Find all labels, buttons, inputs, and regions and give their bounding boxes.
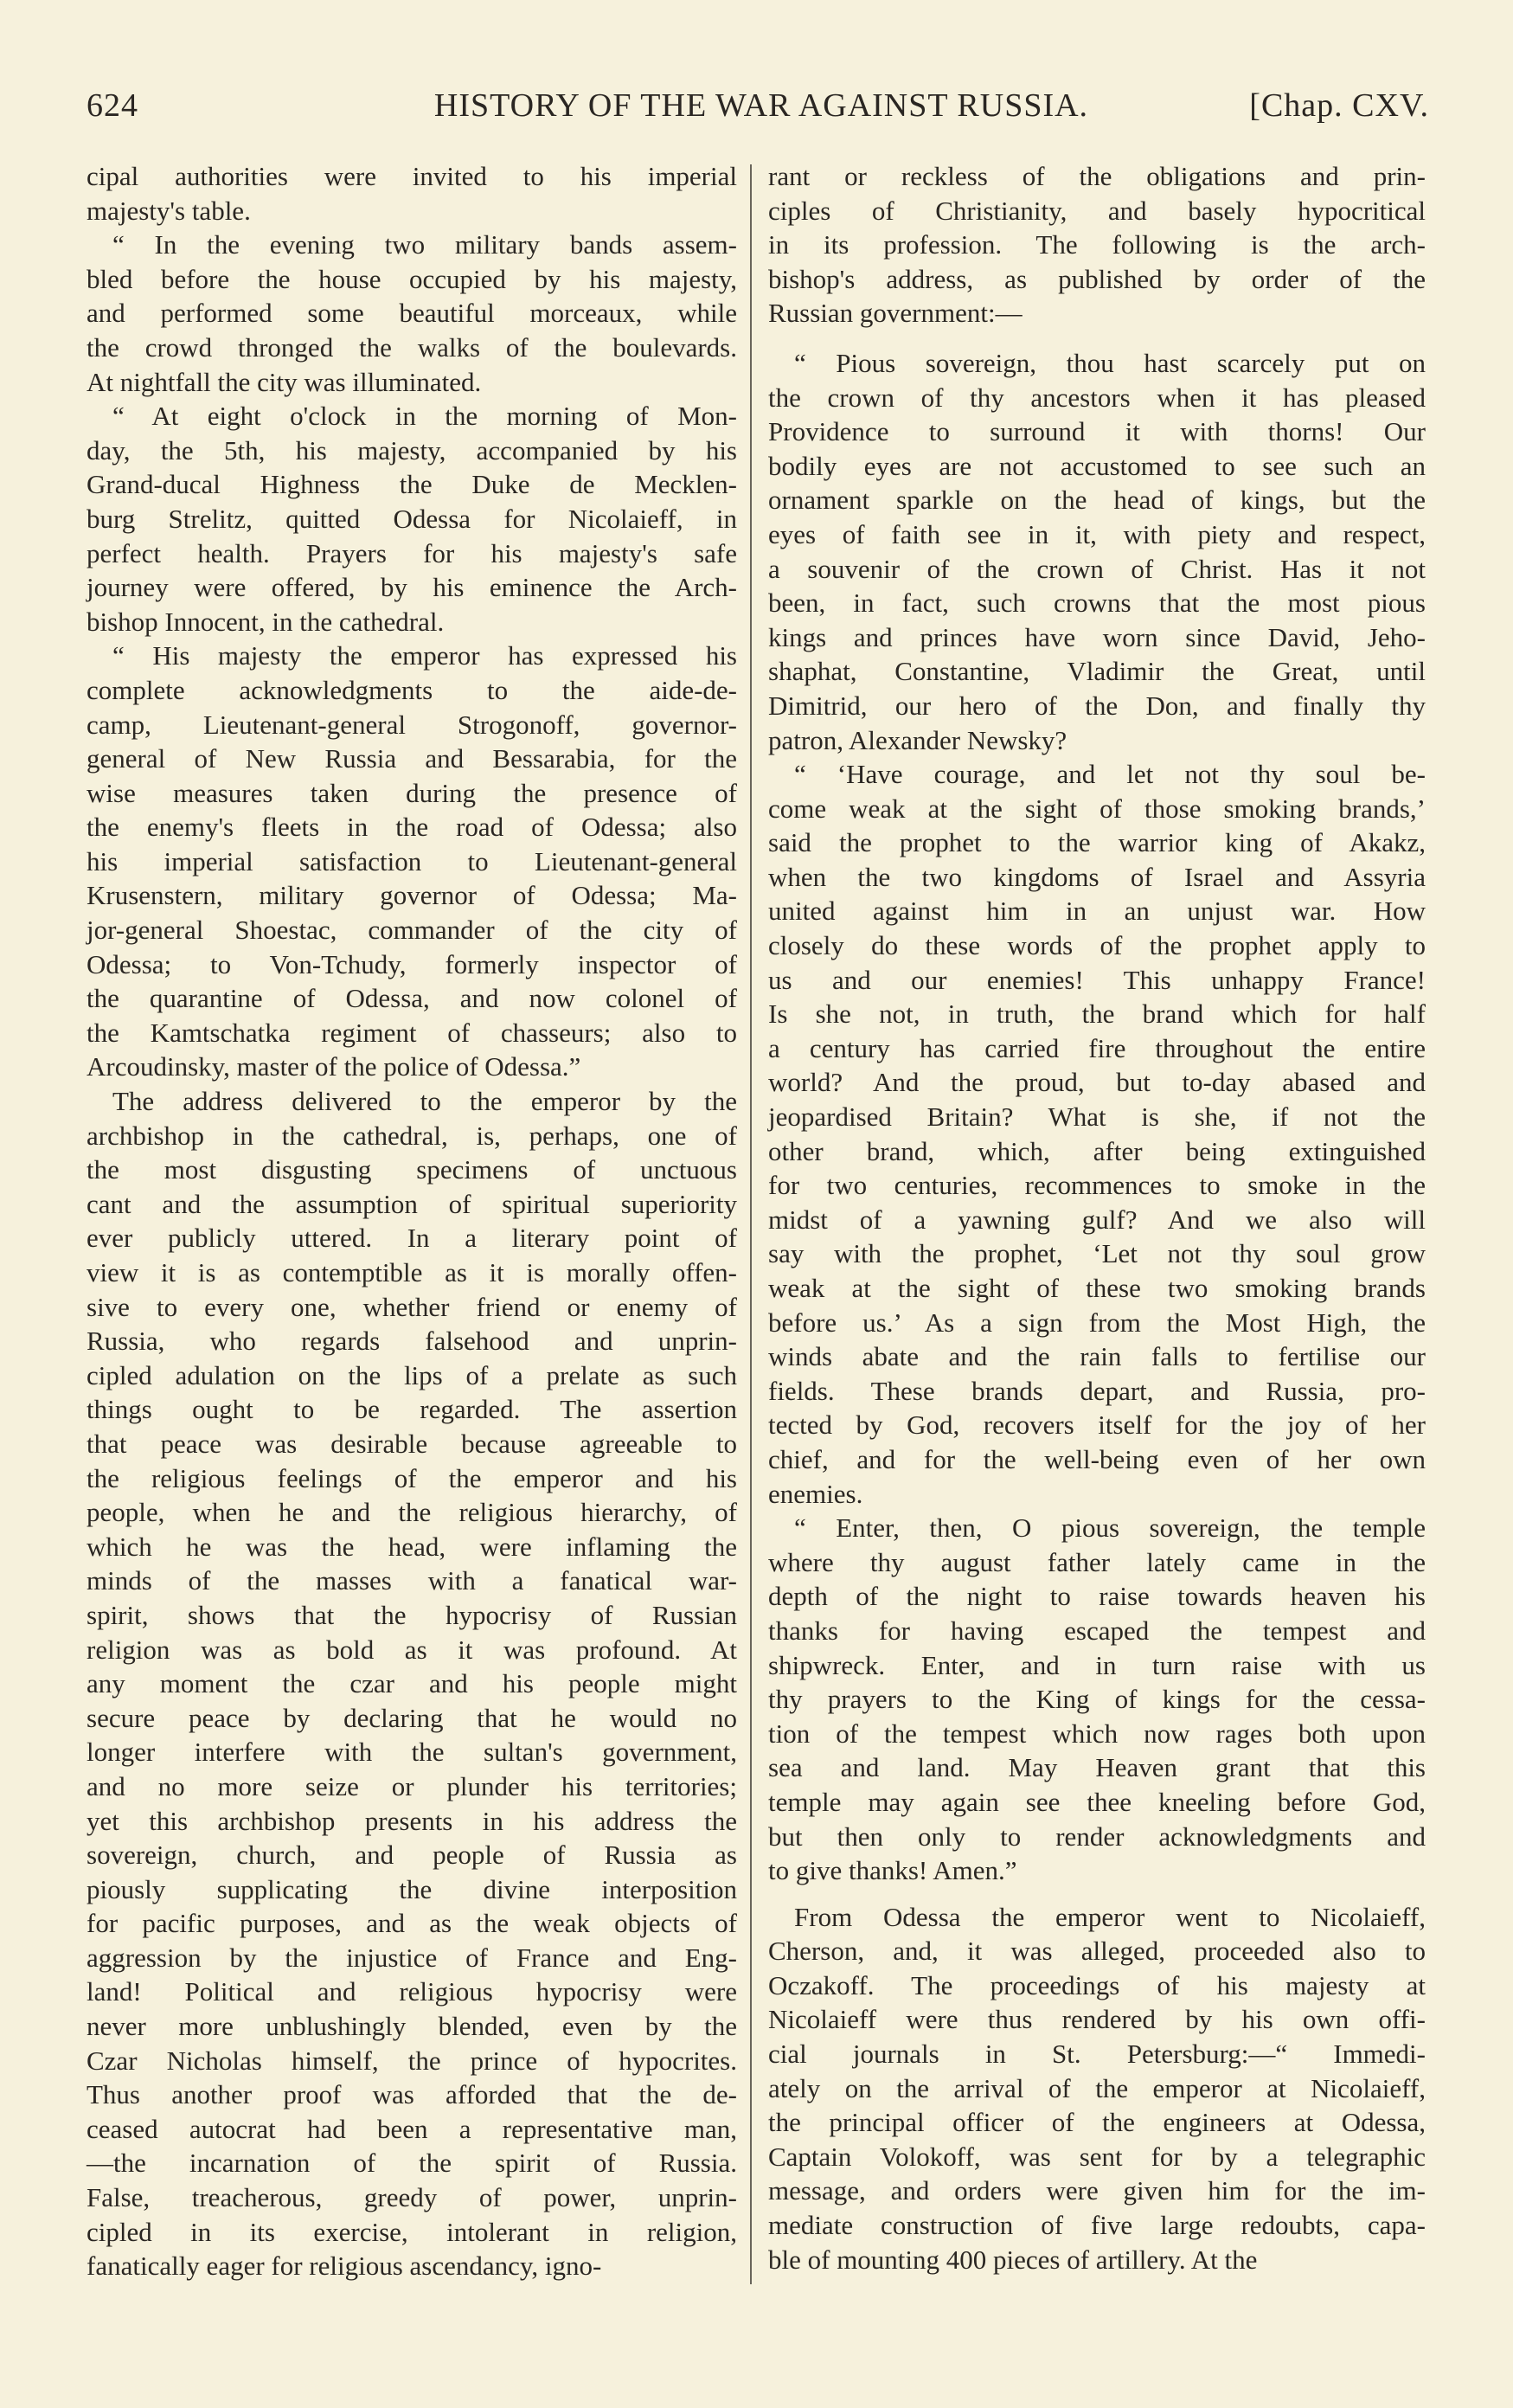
text-line: cial journals in St. Petersburg:—“ Immedi- (768, 2039, 1426, 2070)
text-line: midst of a yawning gulf? And we also will (768, 1204, 1426, 1235)
text-line: things ought to be regarded. The assertion (87, 1394, 737, 1425)
text-line: patron, Alexander Newsky? (768, 724, 1067, 755)
text-line: wise measures taken during the presence of (87, 777, 737, 808)
text-line: been, in fact, such crowns that the most pious (768, 588, 1426, 619)
text-line: to give thanks! Amen.” (768, 1855, 1017, 1886)
text-line: tion of the tempest which now rages both upon (768, 1718, 1426, 1749)
text-line: Providence to surround it with thorns! Our (768, 416, 1426, 447)
text-line: sive to every one, whether friend or enemy of (87, 1291, 737, 1322)
text-line: thanks for having escaped the tempest and (768, 1615, 1426, 1646)
text-line: shipwreck. Enter, and in turn raise with us (768, 1649, 1426, 1680)
text-line: piously supplicating the divine interposition (87, 1873, 737, 1904)
text-line: Arcoudinsky, master of the police of Odessa.” (87, 1051, 581, 1082)
text-line: bodily eyes are not accustomed to see such an (768, 450, 1426, 481)
text-line: cant and the assumption of spiritual superiority (87, 1188, 737, 1219)
text-line: before us.’ As a sign from the Most High, the (768, 1307, 1426, 1338)
text-line: aggression by the injustice of France and Eng- (87, 1942, 737, 1973)
text-line: say with the prophet, ‘Let not thy soul grow (768, 1238, 1426, 1269)
text-line: world? And the proud, but to-day abased and (768, 1067, 1426, 1098)
text-line: sea and land. May Heaven grant that this (768, 1752, 1426, 1783)
text-line: majesty's table. (87, 195, 251, 226)
text-line: temple may again see thee kneeling before God, (768, 1786, 1426, 1817)
text-line: closely do these words of the prophet apply to (768, 930, 1426, 961)
text-line: jeopardised Britain? What is she, if not the (768, 1101, 1426, 1133)
text-line: the most disgusting specimens of unctuous (87, 1154, 737, 1185)
text-line: Captain Volokoff, was sent for by a telegraphic (768, 2141, 1426, 2172)
text-line: fanatically eager for religious ascendancy, igno- (87, 2251, 602, 2282)
text-line: burg Strelitz, quitted Odessa for Nicolaieff, in (87, 503, 737, 534)
text-line: weak at the sight of these two smoking brands (768, 1273, 1426, 1303)
text-line: view it is as contemptible as it is morally offen- (87, 1257, 737, 1287)
right-column (768, 159, 1426, 2276)
text-line: Russia, who regards falsehood and unprin- (87, 1326, 737, 1357)
text-line: mediate construction of five large redoubts, capa- (768, 2210, 1426, 2241)
text-line: which he was the head, were inflaming the (87, 1531, 737, 1562)
text-line: Odessa; to Von-Tchudy, formerly inspector of (87, 948, 737, 979)
text-line: message, and orders were given him for the im- (768, 2175, 1426, 2206)
text-line: camp, Lieutenant-general Strogonoff, governor- (87, 709, 737, 740)
text-line: the enemy's fleets in the road of Odessa; also (87, 812, 737, 843)
text-line: The address delivered to the emperor by the (112, 1086, 737, 1117)
text-line: ble of mounting 400 pieces of artillery. At the (768, 2244, 1258, 2275)
text-line: complete acknowledgments to the aide-de- (87, 674, 737, 705)
text-line: Dimitrid, our hero of the Don, and finally thy (768, 690, 1426, 721)
text-line: the Kamtschatka regiment of chasseurs; also to (87, 1017, 737, 1048)
page-number: 624 (87, 87, 138, 124)
text-line: the crown of thy ancestors when it has pleased (768, 382, 1426, 413)
text-line: “ Enter, then, O pious sovereign, the temple (794, 1512, 1426, 1544)
text-line: ceased autocrat had been a representative man, (87, 2113, 737, 2144)
text-line: cipled adulation on the lips of a prelate as such (87, 1359, 737, 1390)
text-line: in its profession. The following is the arch- (768, 229, 1426, 260)
text-line: bishop Innocent, in the cathedral. (87, 606, 445, 637)
text-line: ately on the arrival of the emperor at Nicolaieff, (768, 2072, 1426, 2103)
text-line: At nightfall the city was illuminated. (87, 366, 482, 397)
paragraph (87, 159, 737, 228)
text-line: “ ‘Have courage, and let not thy soul be- (794, 759, 1426, 790)
paragraph (768, 159, 1426, 331)
paragraph (87, 1084, 737, 2283)
text-line: archbishop in the cathedral, is, perhaps, one of (87, 1120, 737, 1151)
text-line: the principal officer of the engineers at Odessa, (768, 2107, 1426, 2138)
chapter-label: [Chap. CXV. (1249, 87, 1429, 124)
text-line: a century has carried fire throughout the entire (768, 1032, 1426, 1063)
text-line: any moment the czar and his people might (87, 1668, 737, 1699)
text-line: winds abate and the rain falls to fertilise our (768, 1341, 1426, 1372)
text-line: where thy august father lately came in the (768, 1546, 1426, 1577)
text-line: kings and princes have worn since David, Jeho- (768, 621, 1426, 652)
text-line: bled before the house occupied by his majesty, (87, 263, 737, 294)
text-line: land! Political and religious hypocrisy were (87, 1976, 737, 2007)
text-line: Is she not, in truth, the brand which for half (768, 999, 1426, 1030)
text-line: secure peace by declaring that he would no (87, 1702, 737, 1733)
text-line: us and our enemies! This unhappy France! (768, 964, 1426, 995)
text-line: day, the 5th, his majesty, accompanied by his (87, 434, 737, 466)
text-line: his imperial satisfaction to Lieutenant-general (87, 845, 737, 877)
text-line: come weak at the sight of those smoking brands,’ (768, 793, 1426, 824)
text-line: eyes of faith see in it, with piety and respect, (768, 518, 1426, 549)
text-line: religion was as bold as it was profound. At (87, 1634, 737, 1665)
text-line: Krusenstern, military governor of Odessa; Ma- (87, 880, 737, 911)
text-line: other brand, which, after being extinguished (768, 1135, 1426, 1166)
text-line: fields. These brands depart, and Russia, pro- (768, 1375, 1426, 1406)
text-line: Oczakoff. The proceedings of his majesty at (768, 1969, 1426, 2000)
text-line: the quarantine of Odessa, and now colonel of (87, 983, 737, 1014)
text-line: and performed some beautiful morceaux, while (87, 298, 737, 329)
text-line: the crowd thronged the walks of the boulevards. (87, 331, 737, 363)
text-line: ornament sparkle on the head of kings, but the (768, 485, 1426, 516)
paragraph (768, 346, 1426, 757)
text-line: Czar Nicholas himself, the prince of hypocrites. (87, 2045, 737, 2076)
paragraph (768, 757, 1426, 1511)
text-line: said the prophet to the warrior king of Akakz, (768, 827, 1426, 858)
text-line: journey were offered, by his eminence the Arch- (87, 572, 737, 603)
text-line: rant or reckless of the obligations and prin- (768, 161, 1426, 191)
text-line: ever publicly uttered. In a literary point of (87, 1223, 737, 1254)
text-line: perfect health. Prayers for his majesty's safe (87, 537, 737, 568)
text-line: “ Pious sovereign, thou hast scarcely put on (794, 347, 1426, 378)
paragraph (768, 1900, 1426, 2277)
text-line: for two centuries, recommences to smoke in the (768, 1170, 1426, 1201)
text-line: Thus another proof was afforded that the de- (87, 2079, 737, 2110)
text-line: minds of the masses with a fanatical war- (87, 1565, 737, 1596)
text-line: general of New Russia and Bessarabia, for the (87, 743, 737, 774)
text-line: bishop's address, as published by order of the (768, 263, 1426, 294)
text-line: for pacific purposes, and as the weak objects of (87, 1908, 737, 1939)
paragraph (87, 639, 737, 1084)
text-line: False, treacherous, greedy of power, unprin- (87, 2182, 737, 2213)
text-line: cipled in its exercise, intolerant in religion, (87, 2216, 737, 2247)
text-line: a souvenir of the crown of Christ. Has it not (768, 553, 1426, 584)
column-divider (750, 164, 752, 2284)
text-line: spirit, shows that the hypocrisy of Russian (87, 1599, 737, 1630)
text-line: ciples of Christianity, and basely hypocritical (768, 195, 1426, 226)
text-line: united against him in an unjust war. How (768, 896, 1426, 927)
text-line: but then only to render acknowledgments and (768, 1820, 1426, 1852)
running-title: HISTORY OF THE WAR AGAINST RUSSIA. (433, 87, 1089, 124)
text-line: From Odessa the emperor went to Nicolaieff, (794, 1901, 1426, 1932)
text-line: jor-general Shoestac, commander of the city of (87, 915, 737, 946)
text-line: tected by God, recovers itself for the joy of her (768, 1409, 1426, 1441)
text-line: shaphat, Constantine, Vladimir the Great, until (768, 656, 1426, 687)
text-line: and no more seize or plunder his territories; (87, 1770, 737, 1801)
left-column (87, 159, 737, 2283)
text-line: yet this archbishop presents in his address the (87, 1805, 737, 1836)
text-line: sovereign, church, and people of Russia as (87, 1840, 737, 1871)
text-line: Russian government:— (768, 298, 1023, 329)
text-line: the religious feelings of the emperor and his (87, 1462, 737, 1493)
text-line: “ His majesty the emperor has expressed his (112, 640, 737, 671)
text-line: Grand-ducal Highness the Duke de Mecklen- (87, 469, 737, 500)
paragraph (768, 1511, 1426, 1888)
text-line: depth of the night to raise towards heaven his (768, 1581, 1426, 1612)
text-line: enemies. (768, 1478, 863, 1509)
text-line: that peace was desirable because agreeable to (87, 1428, 737, 1459)
paragraph (87, 228, 737, 399)
text-line: —the incarnation of the spirit of Russia. (87, 2148, 737, 2179)
text-line: cipal authorities were invited to his imperial (87, 161, 737, 191)
text-line: Cherson, and, it was alleged, proceeded also to (768, 1936, 1426, 1967)
text-line: people, when he and the religious hierarchy, of (87, 1497, 737, 1528)
text-line: never more unblushingly blended, even by the (87, 2011, 737, 2042)
text-line: “ At eight o'clock in the morning of Mon- (112, 401, 737, 432)
paragraph (87, 399, 737, 639)
text-line: chief, and for the well-being even of her own (768, 1443, 1426, 1474)
text-line: longer interfere with the sultan's government, (87, 1737, 737, 1768)
text-line: Nicolaieff were thus rendered by his own offi- (768, 2004, 1426, 2035)
text-line: when the two kingdoms of Israel and Assyria (768, 861, 1426, 892)
text-line: thy prayers to the King of kings for the cessa- (768, 1684, 1426, 1715)
text-line: “ In the evening two military bands assem- (112, 229, 737, 260)
